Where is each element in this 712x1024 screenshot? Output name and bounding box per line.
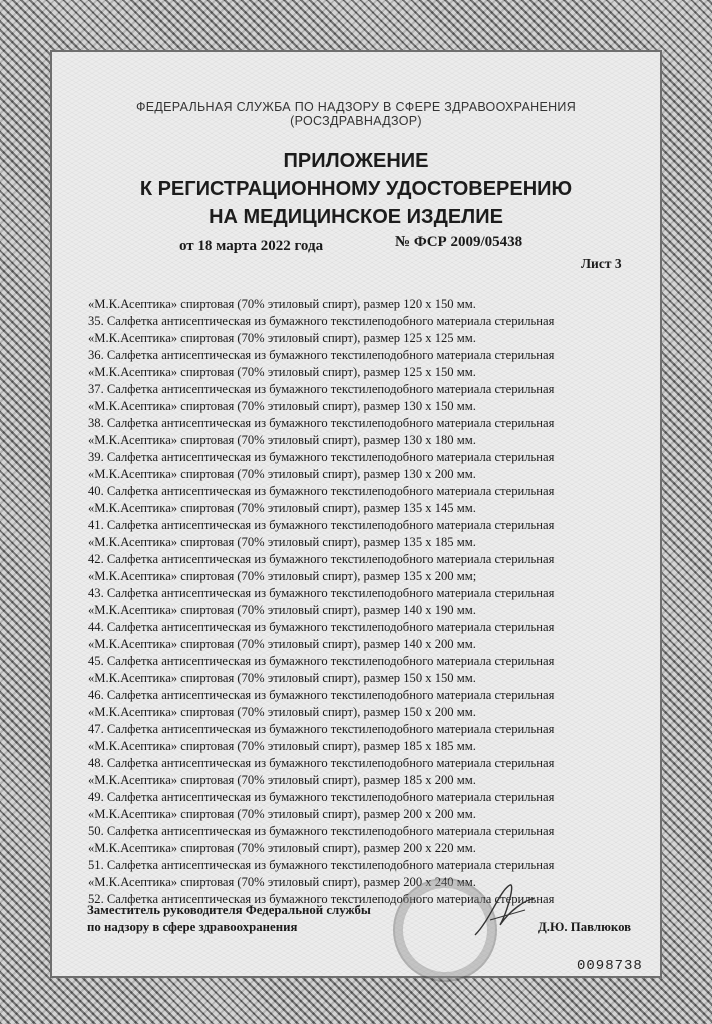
list-item: 45. Салфетка антисептическая из бумажного текстилеподобного материала стерильная — [88, 654, 555, 668]
list-item: 42. Салфетка антисептическая из бумажного текстилеподобного материала стерильная — [88, 552, 555, 566]
list-item: 40. Салфетка антисептическая из бумажного текстилеподобного материала стерильная — [88, 484, 555, 498]
issue-date: от 18 марта 2022 года — [179, 238, 324, 254]
list-item: 50. Салфетка антисептическая из бумажного текстилеподобного материала стерильная — [88, 824, 555, 838]
list-item: 37. Салфетка антисептическая из бумажного текстилеподобного материала стерильная — [88, 382, 555, 396]
list-item: 38. Салфетка антисептическая из бумажного текстилеподобного материала стерильная — [88, 416, 555, 430]
list-item: 48. Салфетка антисептическая из бумажного текстилеподобного материала стерильная — [88, 756, 555, 770]
list-item: «М.К.Асептика» спиртовая (70% этиловый спирт), размер 130 х 180 мм. — [88, 433, 476, 447]
list-item: 49. Салфетка антисептическая из бумажного текстилеподобного материала стерильная — [88, 790, 555, 804]
item-list — [88, 296, 643, 908]
list-item: 46. Салфетка антисептическая из бумажного текстилеподобного материала стерильная — [88, 688, 555, 702]
list-item: «М.К.Асептика» спиртовая (70% этиловый спирт), размер 130 х 200 мм. — [88, 467, 476, 481]
list-item: 36. Салфетка антисептическая из бумажного текстилеподобного материала стерильная — [88, 348, 555, 362]
signatory-position-line1: Заместитель руководителя Федеральной службы — [87, 903, 371, 917]
handwritten-signature-icon — [470, 880, 540, 940]
list-item: «М.К.Асептика» спиртовая (70% этиловый спирт), размер 140 х 200 мм. — [88, 637, 476, 651]
list-item: 47. Салфетка антисептическая из бумажного текстилеподобного материала стерильная — [88, 722, 555, 736]
list-item: 44. Салфетка антисептическая из бумажного текстилеподобного материала стерильная — [88, 620, 555, 634]
agency-abbreviation: (РОСЗДРАВНАДЗОР) — [290, 114, 422, 128]
list-item: 39. Салфетка антисептическая из бумажного текстилеподобного материала стерильная — [88, 450, 555, 464]
list-item: 52. Салфетка антисептическая из бумажного текстилеподобного материала стерильная — [88, 892, 555, 906]
list-item: «М.К.Асептика» спиртовая (70% этиловый спирт), размер 185 х 200 мм. — [88, 773, 476, 787]
list-item: «М.К.Асептика» спиртовая (70% этиловый спирт), размер 200 х 200 мм. — [88, 807, 476, 821]
document-title: ПРИЛОЖЕНИЕ — [283, 150, 429, 172]
list-item: «М.К.Асептика» спиртовая (70% этиловый спирт), размер 200 х 240 мм. — [88, 875, 476, 889]
list-item: «М.К.Асептика» спиртовая (70% этиловый спирт), размер 135 х 185 мм. — [88, 535, 476, 549]
list-item: «М.К.Асептика» спиртовая (70% этиловый спирт), размер 125 х 125 мм. — [88, 331, 476, 345]
signatory-position-line2: по надзору в сфере здравоохранения — [87, 920, 298, 934]
list-item: «М.К.Асептика» спиртовая (70% этиловый спирт), размер 150 х 200 мм. — [88, 705, 476, 719]
list-item: 43. Салфетка антисептическая из бумажного текстилеподобного материала стерильная — [88, 586, 555, 600]
list-item: «М.К.Асептика» спиртовая (70% этиловый спирт), размер 130 х 150 мм. — [88, 399, 476, 413]
sheet-number: Лист 3 — [581, 256, 622, 271]
list-item: 41. Салфетка антисептическая из бумажного текстилеподобного материала стерильная — [88, 518, 555, 532]
serial-number: 0098738 — [577, 958, 643, 974]
list-item: «М.К.Асептика» спиртовая (70% этиловый спирт), размер 120 х 150 мм. — [88, 297, 476, 311]
list-item: «М.К.Асептика» спиртовая (70% этиловый спирт), размер 200 х 220 мм. — [88, 841, 476, 855]
signatory-name: Д.Ю. Павлюков — [538, 920, 632, 934]
list-item: 35. Салфетка антисептическая из бумажного текстилеподобного материала стерильная — [88, 314, 555, 328]
agency-name: ФЕДЕРАЛЬНАЯ СЛУЖБА ПО НАДЗОРУ В СФЕРЕ ЗДРАВООХРАНЕНИЯ — [135, 100, 577, 114]
list-item: «М.К.Асептика» спиртовая (70% этиловый спирт), размер 125 х 150 мм. — [88, 365, 476, 379]
list-item: «М.К.Асептика» спиртовая (70% этиловый спирт), размер 135 х 145 мм. — [88, 501, 476, 515]
list-item: «М.К.Асептика» спиртовая (70% этиловый спирт), размер 150 х 150 мм. — [88, 671, 476, 685]
list-item: «М.К.Асептика» спиртовая (70% этиловый спирт), размер 185 х 185 мм. — [88, 739, 476, 753]
list-item: «М.К.Асептика» спиртовая (70% этиловый спирт), размер 140 х 190 мм. — [88, 603, 476, 617]
list-item: 51. Салфетка антисептическая из бумажного текстилеподобного материала стерильная — [88, 858, 555, 872]
registration-number: № ФСР 2009/05438 — [395, 234, 523, 250]
document-title-line3: НА МЕДИЦИНСКОЕ ИЗДЕЛИЕ — [209, 206, 503, 228]
list-item: «М.К.Асептика» спиртовая (70% этиловый спирт), размер 135 х 200 мм; — [88, 569, 477, 583]
document-title-line2: К РЕГИСТРАЦИОННОМУ УДОСТОВЕРЕНИЮ — [139, 178, 573, 200]
signatory-position — [87, 902, 371, 936]
